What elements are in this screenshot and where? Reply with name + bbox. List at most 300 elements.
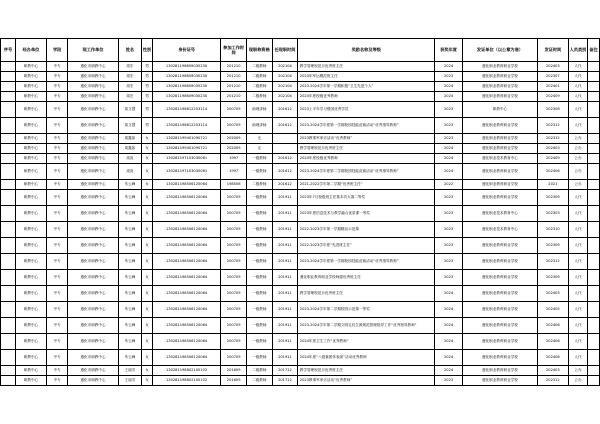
gender-cell: 女: [142, 334, 153, 350]
award-year-cell: 2023: [435, 190, 463, 206]
award-year-cell: 2024: [435, 350, 463, 366]
title-date-cell: 201612: [272, 154, 298, 164]
id-number-cell: 130281199401090721: [152, 134, 220, 144]
gender-cell: 女: [142, 144, 153, 154]
work-start-cell: 200709: [221, 254, 247, 270]
agency-cell: 职教中心: [15, 134, 46, 144]
issuer-cell: 遵化职业教育职业学校: [462, 270, 537, 286]
award-year-cell: 2023: [435, 222, 463, 238]
staff-type-cell: 人代: [568, 302, 587, 318]
header-cell: 学段: [46, 39, 67, 62]
work-start-cell: 200709: [221, 318, 247, 334]
agency-cell: 职教中心: [15, 254, 46, 270]
stage-cell: 中专: [46, 102, 67, 118]
remarks-cell: [588, 334, 600, 350]
unit-cell: 遵化市职教中心: [68, 350, 118, 366]
staff-type-cell: 人代: [568, 82, 587, 92]
issue-date-cell: 202312: [537, 134, 568, 144]
work-start-cell: 200709: [221, 118, 247, 134]
id-number-cell: 13028119860903023X: [152, 62, 220, 72]
table-row: [1, 102, 600, 118]
issuer-cell: 遵化职业教育职业学校: [462, 366, 537, 376]
agency-cell: 职教中心: [15, 366, 46, 376]
gender-cell: 女: [142, 254, 153, 270]
award-name-cell: 2023教事军家访活动“优秀教师”: [298, 376, 435, 386]
stage-cell: 中专: [46, 206, 67, 222]
issue-date-cell: 202309: [537, 238, 568, 254]
issue-date-cell: 202309: [537, 270, 568, 286]
index-cell: [1, 180, 16, 190]
award-name-cell: 2024年度校级优秀教师: [298, 154, 435, 164]
award-name-cell: 2022-2023学年第一学期精品示范课: [298, 222, 435, 238]
staff-type-cell: 公办: [568, 180, 587, 190]
award-year-cell: 2023: [435, 254, 463, 270]
staff-type-cell: 人代: [568, 206, 587, 222]
stage-cell: 中专: [46, 62, 67, 72]
id-number-cell: 130281199401090721: [152, 144, 220, 154]
stage-cell: 中专: [46, 154, 67, 164]
award-year-cell: 2023: [435, 270, 463, 286]
stage-cell: 中专: [46, 82, 67, 92]
stage-cell: 中专: [46, 134, 67, 144]
title-date-cell: 201911: [272, 238, 298, 254]
work-start-cell: 202009: [221, 134, 247, 144]
index-cell: [1, 238, 16, 254]
award-name-cell: 2023-2024学年第二学期文明礼仪生源规范管理指导工作“优秀指导教师”: [298, 318, 435, 334]
table-row: [1, 206, 600, 222]
table-row: [1, 238, 600, 254]
award-name-cell: 遵化职业教育职业学校师德优秀班主任: [298, 270, 435, 286]
index-cell: [1, 92, 16, 102]
unit-cell: 遵化市职教中心: [68, 134, 118, 144]
unit-cell: 遵化市职教中心: [68, 144, 118, 154]
agency-cell: 职教中心: [15, 350, 46, 366]
award-name-cell: 2023年度信息技术与教学融合优质课一等奖: [298, 206, 435, 222]
id-number-cell: 130281198506120064: [152, 180, 220, 190]
title-date-cell: [272, 144, 298, 154]
staff-type-cell: 人代: [568, 62, 587, 72]
gender-cell: 女: [142, 206, 153, 222]
issuer-cell: 遵化职业教育职业学校: [462, 92, 537, 102]
award-name-cell: 2022-2023学年度“先进班主任”: [298, 238, 435, 254]
remarks-cell: [588, 154, 600, 164]
work-start-cell: 201609: [221, 366, 247, 376]
issuer-cell: 遵化职业技术教育中心: [462, 206, 537, 222]
unit-cell: 遵化市职教中心: [68, 206, 118, 222]
stage-cell: 中专: [46, 302, 67, 318]
title-date-cell: 201911: [272, 302, 298, 318]
unit-cell: 遵化市职教中心: [68, 92, 118, 102]
table-row: [1, 376, 600, 386]
remarks-cell: [588, 62, 600, 72]
award-year-cell: 2023: [435, 134, 463, 144]
issuer-cell: 遵化职业教育职业学校: [462, 334, 537, 350]
table-row: [1, 134, 600, 144]
gender-cell: 女: [142, 270, 153, 286]
issuer-cell: 遵化职业教育职业学校: [462, 62, 537, 72]
stage-cell: 中专: [46, 118, 67, 134]
agency-cell: 职教中心: [15, 118, 46, 134]
work-start-cell: 1997: [221, 154, 247, 164]
issuer-cell: 遵化职业教育职业学校: [462, 82, 537, 92]
award-name-cell: 教学管理规范月优秀班主任: [298, 286, 435, 302]
award-name-cell: 教学管理规范月优秀班主任: [298, 62, 435, 72]
id-number-cell: 130281198506120064: [152, 238, 220, 254]
work-start-cell: 200709: [221, 222, 247, 238]
staff-type-cell: 人代: [568, 270, 587, 286]
issuer-cell: 遵化职业教育职业学校: [462, 118, 537, 134]
issuer-cell: 遵化职业技术教育中心: [462, 154, 537, 164]
title-cell: 一级教师: [246, 350, 272, 366]
title-cell: 一级教师: [246, 270, 272, 286]
issuer-cell: 遵化职业教育职业学校: [462, 134, 537, 144]
issuer-cell: 遵化职业教育职业学校: [462, 190, 537, 206]
gender-cell: 女: [142, 350, 153, 366]
issuer-cell: 遵化职业教育职业学校: [462, 180, 537, 190]
index-cell: [1, 376, 16, 386]
table-row: [1, 190, 600, 206]
work-start-cell: 201609: [221, 376, 247, 386]
award-year-cell: 2023: [435, 118, 463, 134]
title-date-cell: 201911: [272, 254, 298, 270]
unit-cell: 遵化市职教中心: [68, 222, 118, 238]
title-cell: 一级教师: [246, 334, 272, 350]
id-number-cell: 130281198612253114: [152, 102, 220, 118]
title-cell: 一级教师: [246, 206, 272, 222]
issue-date-cell: 202312: [537, 118, 568, 134]
issue-date-cell: 202406: [537, 334, 568, 350]
issue-date-cell: 202308: [537, 102, 568, 118]
award-name-cell: 2023-2024学年度第一学期校园技能竞赛活动“优秀指导教师”: [298, 118, 435, 134]
index-cell: [1, 118, 16, 134]
title-date-cell: 201612: [272, 102, 298, 118]
stage-cell: 中专: [46, 190, 67, 206]
name-cell: 周宏: [118, 72, 142, 82]
work-start-cell: 200709: [221, 102, 247, 118]
name-cell: 周炎: [118, 164, 142, 180]
index-cell: [1, 72, 16, 82]
staff-type-cell: 人代: [568, 286, 587, 302]
title-date-cell: 201712: [272, 366, 298, 376]
award-year-cell: 2024: [435, 62, 463, 72]
staff-type-cell: 人代: [568, 334, 587, 350]
gender-cell: 女: [142, 366, 153, 376]
table-row: [1, 366, 600, 376]
header-cell: 人员类别: [568, 39, 587, 62]
work-start-cell: 202009: [221, 144, 247, 154]
header-row: [1, 39, 600, 62]
award-name-cell: 2023教事军家访活动“优秀教师”: [298, 134, 435, 144]
award-name-cell: 2023-2024学年第一学期积极“卫生先进个人”: [298, 82, 435, 92]
award-name-cell: 2024年度校级优秀教师: [298, 92, 435, 102]
staff-type-cell: 公办: [568, 164, 587, 180]
gender-cell: 男: [142, 82, 153, 92]
name-cell: 周鑫如: [118, 134, 142, 144]
award-year-cell: 2024: [435, 164, 463, 180]
title-date-cell: 201612: [272, 164, 298, 180]
remarks-cell: [588, 302, 600, 318]
index-cell: [1, 366, 16, 376]
gender-cell: 女: [142, 180, 153, 190]
table-row: [1, 72, 600, 82]
staff-type-cell: 人代: [568, 254, 587, 270]
stage-cell: 中专: [46, 270, 67, 286]
issuer-cell: 职教中心: [462, 102, 537, 118]
agency-cell: 职教中心: [15, 302, 46, 318]
name-cell: 朱云峰: [118, 254, 142, 270]
remarks-cell: [588, 286, 600, 302]
header-cell: 性别: [142, 39, 153, 62]
id-number-cell: 13028119860903023X: [152, 82, 220, 92]
title-cell: 无: [246, 144, 272, 154]
award-year-cell: 2022: [435, 180, 463, 190]
header-cell: 姓名: [118, 39, 142, 62]
stage-cell: 中专: [46, 164, 67, 180]
table-body: [1, 62, 600, 386]
staff-type-cell: 人代: [568, 92, 587, 102]
unit-cell: 遵化市职教中心: [68, 180, 118, 190]
remarks-cell: [588, 144, 600, 154]
award-name-cell: 2023年7月校级班主任基本功大赛二等奖: [298, 190, 435, 206]
issue-date-cell: 202312: [537, 254, 568, 270]
work-start-cell: 200709: [221, 270, 247, 286]
issue-date-cell: 202403: [537, 366, 568, 376]
work-start-cell: 198506: [221, 180, 247, 190]
name-cell: 朱云峰: [118, 270, 142, 286]
title-cell: 一级教师: [246, 302, 272, 318]
index-cell: [1, 102, 16, 118]
stage-cell: 中专: [46, 222, 67, 238]
remarks-cell: [588, 366, 600, 376]
gender-cell: 女: [142, 238, 153, 254]
unit-cell: 遵化市职教中心: [68, 318, 118, 334]
award-name-cell: 教学管理规范月优秀班主任: [298, 366, 435, 376]
index-cell: [1, 270, 16, 286]
staff-type-cell: 公办: [568, 154, 587, 164]
gender-cell: 女: [142, 302, 153, 318]
id-number-cell: 130281198506120064: [152, 302, 220, 318]
index-cell: [1, 164, 16, 180]
header-cell: 任现职时间: [272, 39, 298, 62]
table-row: [1, 254, 600, 270]
award-year-cell: 2023: [435, 206, 463, 222]
staff-type-cell: 公办: [568, 376, 587, 386]
header-cell: 奖励名称及等级: [298, 39, 435, 62]
table-row: [1, 350, 600, 366]
name-cell: 朱云峰: [118, 180, 142, 190]
work-start-cell: 200709: [221, 286, 247, 302]
title-date-cell: 202104: [272, 92, 298, 102]
unit-cell: 遵化市职教中心: [68, 102, 118, 118]
name-cell: 王丽芳: [118, 376, 142, 386]
id-number-cell: 130281197103030061: [152, 154, 220, 164]
id-number-cell: 130281198506120064: [152, 350, 220, 366]
issue-date-cell: 202307: [537, 72, 568, 82]
staff-type-cell: 人代: [568, 350, 587, 366]
stage-cell: 中专: [46, 180, 67, 190]
title-date-cell: 202104: [272, 72, 298, 82]
issue-date-cell: 202408: [537, 350, 568, 366]
id-number-cell: 130281198506120064: [152, 254, 220, 270]
name-cell: 朱云峰: [118, 206, 142, 222]
title-cell: 一级教师: [246, 254, 272, 270]
staff-type-cell: 公办: [568, 366, 587, 376]
name-cell: 周宏: [118, 82, 142, 92]
gender-cell: 女: [142, 222, 153, 238]
award-year-cell: 2023: [435, 102, 463, 118]
issue-date-cell: 202405: [537, 302, 568, 318]
issue-date-cell: 202309: [537, 190, 568, 206]
index-cell: [1, 350, 16, 366]
agency-cell: 职教中心: [15, 206, 46, 222]
header-cell: 备注: [588, 39, 600, 62]
name-cell: 朱云峰: [118, 302, 142, 318]
award-year-cell: 2024: [435, 302, 463, 318]
stage-cell: 中专: [46, 72, 67, 82]
name-cell: 周炎: [118, 154, 142, 164]
index-cell: [1, 286, 16, 302]
work-start-cell: 200709: [221, 350, 247, 366]
issuer-cell: 遵化职业教育职业学校: [462, 72, 537, 82]
remarks-cell: [588, 254, 600, 270]
issuer-cell: 遵化职业教育职业学校: [462, 238, 537, 254]
index-cell: [1, 334, 16, 350]
unit-cell: 遵化市职教中心: [68, 334, 118, 350]
title-cell: 二级教师: [246, 376, 272, 386]
staff-type-cell: 人代: [568, 318, 587, 334]
id-number-cell: 130281198506120064: [152, 318, 220, 334]
table-row: [1, 62, 600, 72]
table-row: [1, 92, 600, 102]
agency-cell: 职教中心: [15, 164, 46, 180]
remarks-cell: [588, 82, 600, 92]
name-cell: 周宏: [118, 92, 142, 102]
name-cell: 朱云峰: [118, 190, 142, 206]
title-date-cell: 201911: [272, 350, 298, 366]
staff-type-cell: 公办: [568, 144, 587, 154]
unit-cell: 遵化市职教中心: [68, 270, 118, 286]
gender-cell: 女: [142, 134, 153, 144]
title-date-cell: 201911: [272, 222, 298, 238]
remarks-cell: [588, 164, 600, 180]
issue-date-cell: 202409: [537, 92, 568, 102]
work-start-cell: 200709: [221, 302, 247, 318]
award-year-cell: 2024: [435, 286, 463, 302]
issue-date-cell: 202406: [537, 318, 568, 334]
issue-date-cell: 202312: [537, 376, 568, 386]
unit-cell: 遵化市职教中心: [68, 254, 118, 270]
remarks-cell: [588, 190, 600, 206]
award-name-cell: 教学管理规范月优秀班主任: [298, 144, 435, 154]
staff-type-cell: 人代: [568, 102, 587, 118]
table-row: [1, 144, 600, 154]
staff-type-cell: 人代: [568, 222, 587, 238]
remarks-cell: [588, 350, 600, 366]
unit-cell: 遵化市职教中心: [68, 376, 118, 386]
award-year-cell: 2024: [435, 154, 463, 164]
award-name-cell: 2024年度卫生工作“优秀教师”: [298, 334, 435, 350]
index-cell: [1, 144, 16, 154]
remarks-cell: [588, 92, 600, 102]
table-row: [1, 154, 600, 164]
remarks-cell: [588, 180, 600, 190]
title-cell: 二级教师: [246, 92, 272, 102]
id-number-cell: 130281198612253114: [152, 118, 220, 134]
issue-date-cell: 202403: [537, 286, 568, 302]
issue-date-cell: 202409: [537, 154, 568, 164]
issue-date-cell: 202406: [537, 164, 568, 180]
name-cell: 朱云峰: [118, 350, 142, 366]
title-cell: 无: [246, 134, 272, 144]
remarks-cell: [588, 318, 600, 334]
issuer-cell: 遵化职业教育职业学校: [462, 350, 537, 366]
gender-cell: 女: [142, 376, 153, 386]
header-cell: 发证时间: [537, 39, 568, 62]
table-row: [1, 164, 600, 180]
id-number-cell: 130281198506120064: [152, 270, 220, 286]
agency-cell: 职教中心: [15, 102, 46, 118]
gender-cell: 女: [142, 190, 153, 206]
issuer-cell: 遵化职业教育职业学校: [462, 376, 537, 386]
award-name-cell: 2023上半年学习强国优秀学员: [298, 102, 435, 118]
header-cell: 获奖年度: [435, 39, 463, 62]
table-row: [1, 180, 600, 190]
name-cell: 周宏: [118, 62, 142, 72]
agency-cell: 职教中心: [15, 270, 46, 286]
title-cell: 一级教师: [246, 190, 272, 206]
remarks-cell: [588, 376, 600, 386]
title-cell: 一级教师: [246, 154, 272, 164]
name-cell: 周文慧: [118, 118, 142, 134]
id-number-cell: 130281198506120064: [152, 222, 220, 238]
title-date-cell: 201612: [272, 180, 298, 190]
id-number-cell: 130281198506120064: [152, 206, 220, 222]
agency-cell: 职教中心: [15, 72, 46, 82]
issuer-cell: 遵化职业教育职业学校: [462, 144, 537, 154]
issue-date-cell: 202403: [537, 144, 568, 154]
gender-cell: 男: [142, 118, 153, 134]
table-row: [1, 118, 600, 134]
title-cell: 助理讲师: [246, 118, 272, 134]
award-year-cell: 2024: [435, 82, 463, 92]
gender-cell: 女: [142, 164, 153, 180]
gender-cell: 女: [142, 318, 153, 334]
header-cell: 现职称资格: [246, 39, 272, 62]
title-cell: 二级教师: [246, 180, 272, 190]
remarks-cell: [588, 72, 600, 82]
title-date-cell: 202104: [272, 62, 298, 72]
index-cell: [1, 318, 16, 334]
title-date-cell: 201911: [272, 334, 298, 350]
unit-cell: 遵化市职教中心: [68, 164, 118, 180]
staff-type-cell: 公办: [568, 134, 587, 144]
stage-cell: 中专: [46, 238, 67, 254]
work-start-cell: 201210: [221, 62, 247, 72]
index-cell: [1, 222, 16, 238]
award-year-cell: 2023: [435, 376, 463, 386]
award-year-cell: 2024: [435, 366, 463, 376]
remarks-cell: [588, 206, 600, 222]
staff-type-cell: 人代: [568, 118, 587, 134]
work-start-cell: 200709: [221, 238, 247, 254]
issue-date-cell: 202401: [537, 82, 568, 92]
gender-cell: 男: [142, 72, 153, 82]
gender-cell: 男: [142, 102, 153, 118]
index-cell: [1, 206, 16, 222]
title-cell: 助理讲师: [246, 102, 272, 118]
agency-cell: 职教中心: [15, 222, 46, 238]
remarks-cell: [588, 134, 600, 144]
